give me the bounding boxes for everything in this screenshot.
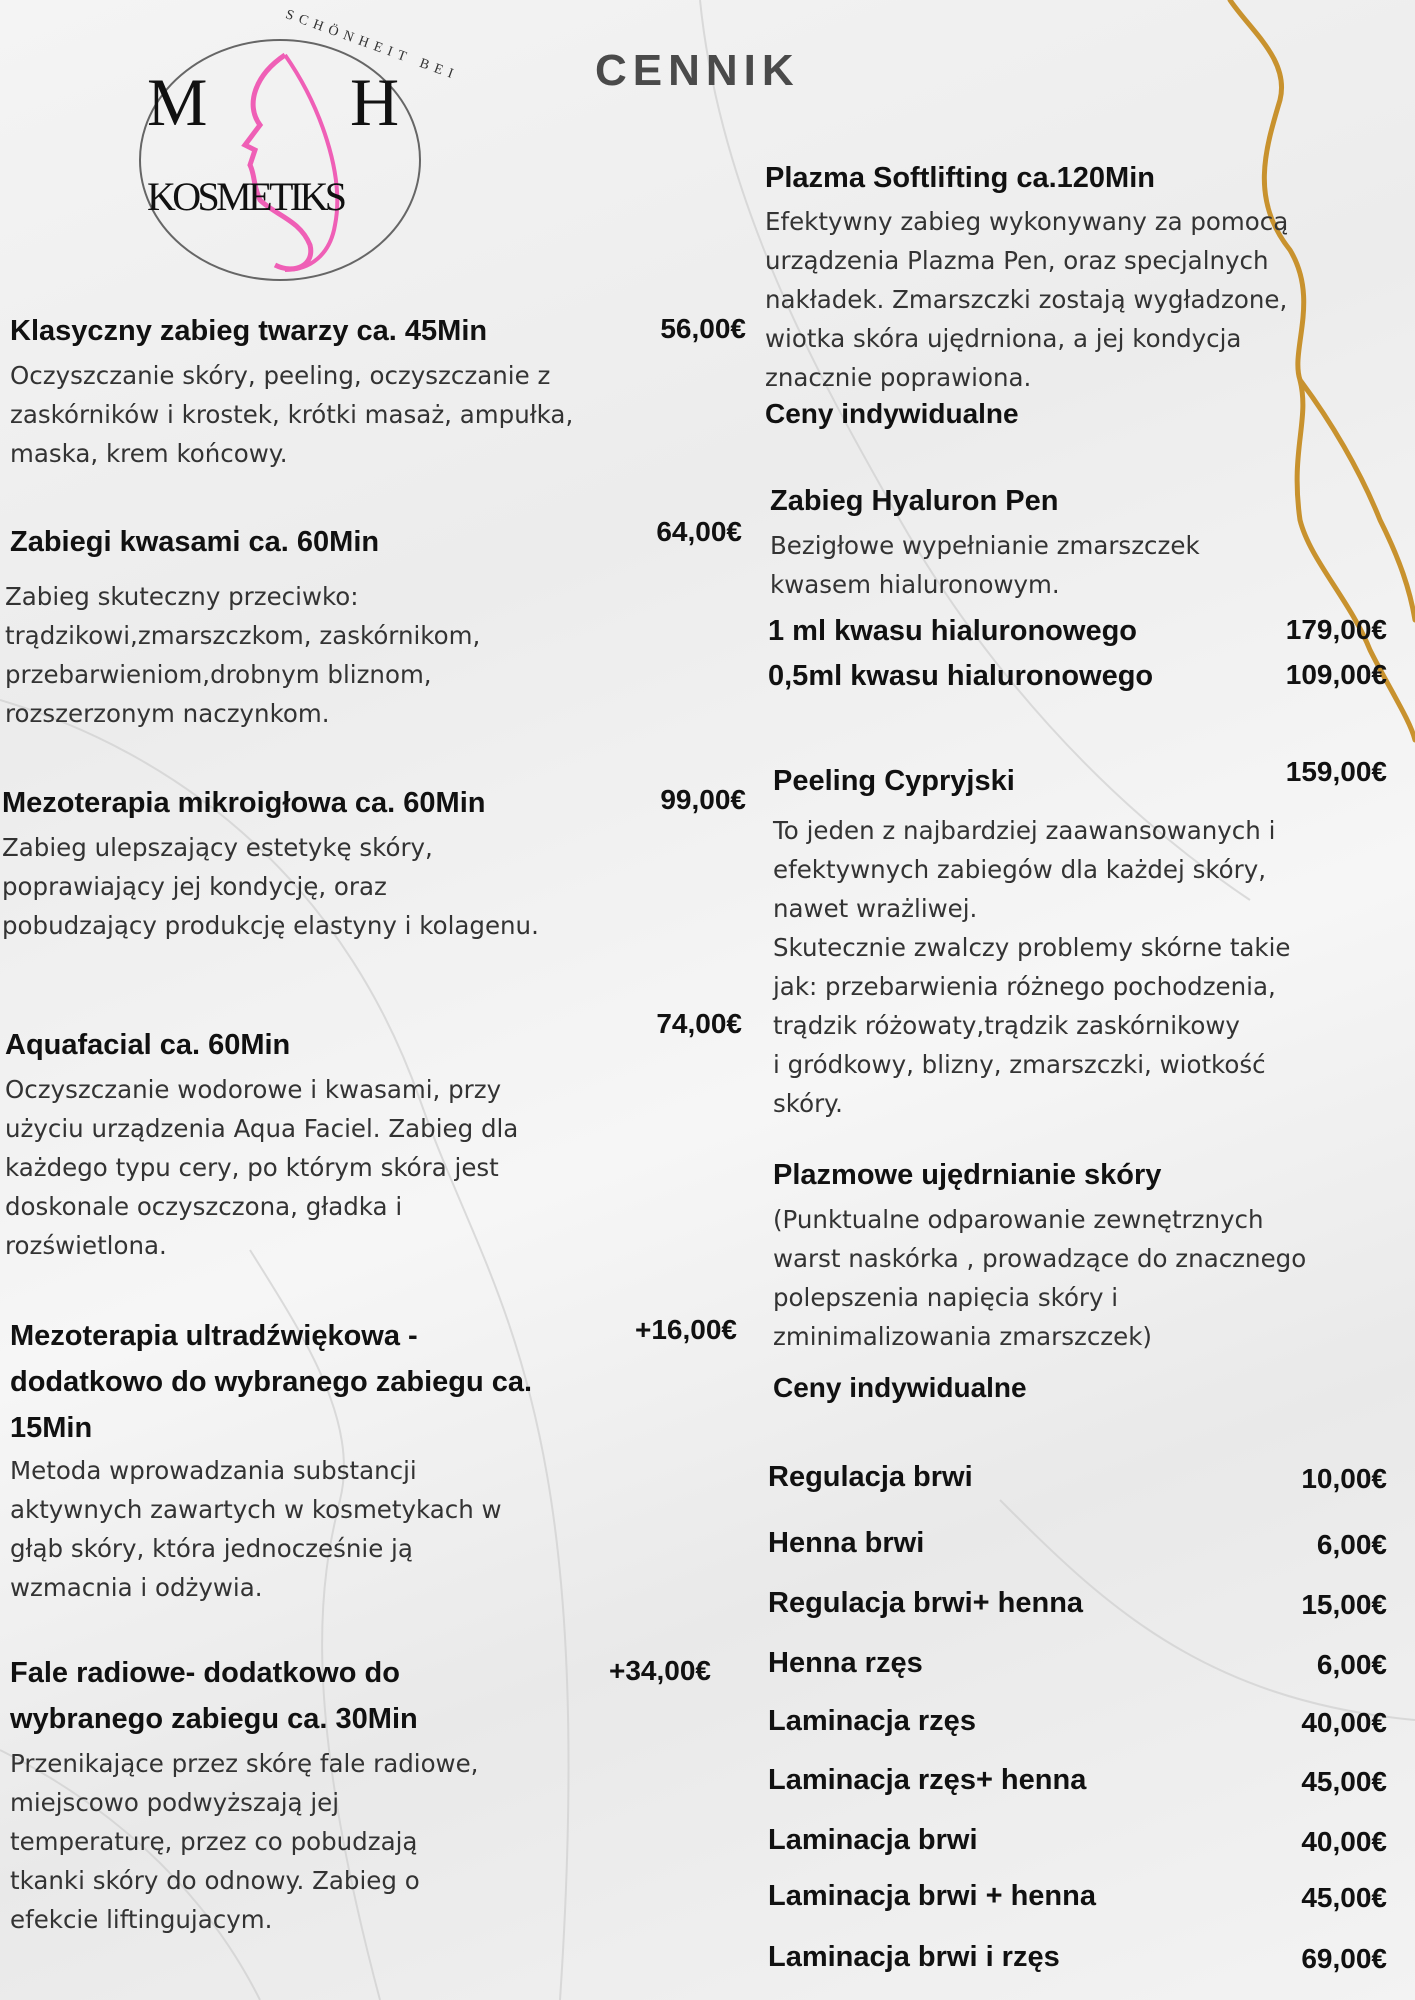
item-price: 56,00€ bbox=[660, 313, 746, 344]
item-description: Oczyszczanie wodorowe i kwasami, przy bbox=[5, 1075, 502, 1104]
item-description: głąb skóry, która jednocześnie ją bbox=[10, 1534, 413, 1563]
item-description: wiotka skóra ujędrniona, a jej kondycja bbox=[765, 324, 1242, 353]
item-description: zaskórników i krostek, krótki masaż, ampułka, bbox=[10, 400, 574, 429]
item-title: Zabiegi kwasami ca. 60Min bbox=[10, 526, 380, 558]
price-list-label: Henna rzęs bbox=[768, 1647, 923, 1679]
price-list-label: Henna brwi bbox=[768, 1527, 925, 1559]
item-description: (Punktualne odparowanie zewnętrznych bbox=[773, 1205, 1264, 1234]
item-description: każdego typu cery, po którym skóra jest bbox=[5, 1153, 499, 1182]
price-list-price: 6,00€ bbox=[1316, 1529, 1387, 1560]
page-title: CENNIK bbox=[595, 46, 800, 95]
item-description: Bezigłowe wypełnianie zmarszczek bbox=[770, 531, 1200, 560]
item-description: temperaturę, przez co pobudzają bbox=[10, 1827, 418, 1856]
price-note: Ceny indywidualne bbox=[765, 398, 1019, 429]
item-description: Skutecznie zwalczy problemy skórne takie bbox=[773, 933, 1291, 962]
item-description: i gródkowy, blizny, zmarszczki, wiotkość bbox=[773, 1050, 1266, 1079]
item-description: jak: przebarwienia różnego pochodzenia, bbox=[773, 972, 1276, 1001]
item-description: pobudzający produkcję elastyny i kolagenu. bbox=[2, 911, 539, 940]
price-list-label: Laminacja brwi + henna bbox=[768, 1880, 1096, 1912]
item-description: trądzik różowaty,trądzik zaskórnikowy bbox=[773, 1011, 1240, 1040]
item-price: +34,00€ bbox=[609, 1655, 711, 1686]
price-list-price: 15,00€ bbox=[1301, 1589, 1387, 1620]
item-description: polepszenia napięcia skóry i bbox=[773, 1283, 1119, 1312]
item-title: wybranego zabiegu ca. 30Min bbox=[10, 1703, 418, 1735]
item-title: dodatkowo do wybranego zabiegu ca. bbox=[10, 1366, 533, 1398]
price-list-label: Laminacja rzęs bbox=[768, 1705, 976, 1737]
item-description: Metoda wprowadzania substancji bbox=[10, 1456, 417, 1485]
item-description: Oczyszczanie skóry, peeling, oczyszczanie z bbox=[10, 361, 551, 390]
item-description: trądzikowi,zmarszczkom, zaskórnikom, bbox=[5, 621, 481, 650]
item-description: rozświetlona. bbox=[5, 1231, 167, 1260]
item-description: znacznie poprawiona. bbox=[765, 363, 1032, 392]
item-title: Mezoterapia ultradźwiękowa - bbox=[10, 1320, 418, 1352]
price-list-label: Laminacja brwi bbox=[768, 1824, 978, 1856]
item-description: skóry. bbox=[773, 1089, 843, 1118]
item-title: Klasyczny zabieg twarzy ca. 45Min bbox=[10, 315, 488, 347]
item-title: Fale radiowe- dodatkowo do bbox=[10, 1657, 400, 1689]
item-description: nawet wrażliwej. bbox=[773, 894, 978, 923]
item-price: 74,00€ bbox=[656, 1008, 742, 1039]
item-description: wzmacnia i odżywia. bbox=[10, 1573, 263, 1602]
item-description: warst naskórka , prowadzące do znacznego bbox=[773, 1244, 1307, 1273]
item-price: 159,00€ bbox=[1285, 756, 1387, 787]
item-title: Aquafacial ca. 60Min bbox=[5, 1029, 291, 1061]
item-title: Peeling Cypryjski bbox=[773, 765, 1015, 797]
item-description: poprawiający jej kondycję, oraz bbox=[2, 872, 387, 901]
item-title: Plazmowe ujędrnianie skóry bbox=[773, 1159, 1162, 1191]
svg-text:H: H bbox=[350, 64, 400, 140]
item-description: użyciu urządzenia Aqua Faciel. Zabieg dla bbox=[5, 1114, 519, 1143]
option-label: 0,5ml kwasu hialuronowego bbox=[768, 660, 1154, 692]
item-description: Zabieg skuteczny przeciwko: bbox=[5, 582, 359, 611]
option-price: 179,00€ bbox=[1285, 614, 1387, 645]
price-list-price: 6,00€ bbox=[1316, 1649, 1387, 1680]
item-title: 15Min bbox=[10, 1412, 93, 1444]
svg-text:KOSMETIKS: KOSMETIKS bbox=[147, 174, 347, 219]
item-description: urządzenia Plazma Pen, oraz specjalnych bbox=[765, 246, 1269, 275]
item-description: Przenikające przez skórę fale radiowe, bbox=[10, 1749, 479, 1778]
price-list-label: Regulacja brwi+ henna bbox=[768, 1587, 1084, 1619]
price-list-price: 45,00€ bbox=[1301, 1766, 1387, 1797]
price-list-price: 40,00€ bbox=[1301, 1707, 1387, 1738]
item-description: To jeden z najbardziej zaawansowanych i bbox=[773, 816, 1276, 845]
item-price: 99,00€ bbox=[660, 784, 746, 815]
item-description: doskonale oczyszczona, gładka i bbox=[5, 1192, 403, 1221]
item-title: Zabieg Hyaluron Pen bbox=[770, 485, 1059, 517]
item-title: Plazma Softlifting ca.120Min bbox=[765, 162, 1155, 194]
price-list-label: Laminacja rzęs+ henna bbox=[768, 1764, 1087, 1796]
item-description: nakładek. Zmarszczki zostają wygładzone, bbox=[765, 285, 1288, 314]
item-description: maska, krem końcowy. bbox=[10, 439, 288, 468]
price-list-price: 69,00€ bbox=[1301, 1943, 1387, 1974]
svg-text:SCHÖNHEIT BEI: SCHÖNHEIT BEI bbox=[283, 7, 461, 84]
item-description: tkanki skóry do odnowy. Zabieg o bbox=[10, 1866, 420, 1895]
price-list-price: 40,00€ bbox=[1301, 1826, 1387, 1857]
item-description: efekcie liftingujacym. bbox=[10, 1905, 273, 1934]
item-price: 64,00€ bbox=[656, 516, 742, 547]
item-description: zminimalizowania zmarszczek) bbox=[773, 1322, 1152, 1351]
item-description: aktywnych zawartych w kosmetykach w bbox=[10, 1495, 502, 1524]
svg-text:M: M bbox=[147, 64, 208, 140]
option-price: 109,00€ bbox=[1285, 659, 1387, 690]
item-description: kwasem hialuronowym. bbox=[770, 570, 1060, 599]
price-list-price: 10,00€ bbox=[1301, 1463, 1387, 1494]
price-list-price: 45,00€ bbox=[1301, 1882, 1387, 1913]
price-list-label: Laminacja brwi i rzęs bbox=[768, 1941, 1060, 1973]
item-price: +16,00€ bbox=[635, 1314, 737, 1345]
item-description: Zabieg ulepszający estetykę skóry, bbox=[2, 833, 433, 862]
item-description: przebarwieniom,drobnym bliznom, bbox=[5, 660, 432, 689]
option-label: 1 ml kwasu hialuronowego bbox=[768, 615, 1138, 647]
logo bbox=[135, 7, 461, 285]
item-description: Efektywny zabieg wykonywany za pomocą bbox=[765, 207, 1289, 236]
price-note: Ceny indywidualne bbox=[773, 1372, 1027, 1403]
item-description: miejscowo podwyższają jej bbox=[10, 1788, 340, 1817]
item-title: Mezoterapia mikroigłowa ca. 60Min bbox=[2, 787, 486, 819]
item-description: rozszerzonym naczynkom. bbox=[5, 699, 330, 728]
price-list-label: Regulacja brwi bbox=[768, 1461, 973, 1493]
item-description: efektywnych zabiegów dla każdej skóry, bbox=[773, 855, 1267, 884]
